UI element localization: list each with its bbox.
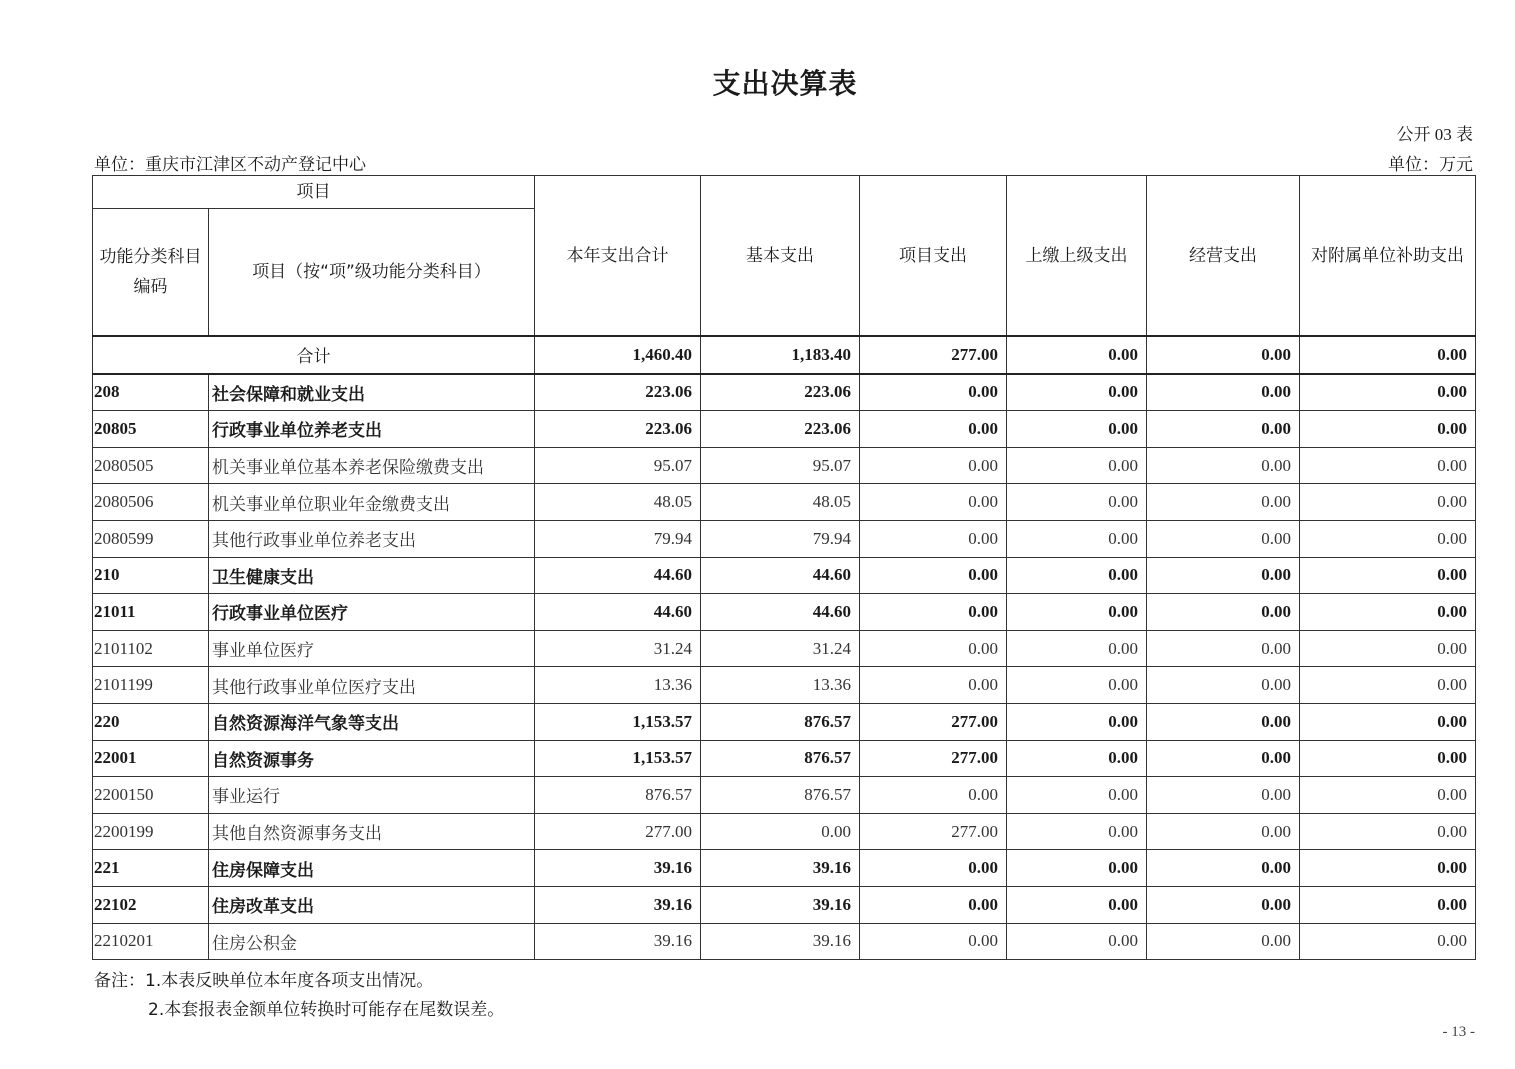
row-code: 2210201 [93, 923, 209, 960]
row-value: 0.00 [860, 484, 1007, 521]
row-value: 13.36 [535, 667, 701, 704]
row-value: 13.36 [701, 667, 860, 704]
row-value: 277.00 [860, 740, 1007, 777]
page-number: - 13 - [1442, 1024, 1475, 1040]
row-value: 0.00 [1147, 740, 1300, 777]
row-code: 2101102 [93, 630, 209, 667]
row-value: 44.60 [701, 594, 860, 631]
row-value: 0.00 [1300, 630, 1476, 667]
row-value: 0.00 [1007, 411, 1147, 448]
row-value: 0.00 [1007, 667, 1147, 704]
row-code: 2101199 [93, 667, 209, 704]
row-value: 0.00 [1007, 484, 1147, 521]
row-value: 0.00 [860, 594, 1007, 631]
row-value: 48.05 [701, 484, 860, 521]
row-value: 0.00 [1300, 374, 1476, 411]
row-value: 0.00 [860, 374, 1007, 411]
row-name: 行政事业单位医疗 [209, 594, 535, 631]
row-value: 0.00 [1147, 374, 1300, 411]
table-row [93, 630, 1476, 667]
row-value: 0.00 [1300, 703, 1476, 740]
money-unit: 单位：万元 [1388, 155, 1473, 174]
row-value: 0.00 [1300, 520, 1476, 557]
row-value: 0.00 [1300, 886, 1476, 923]
row-value: 0.00 [1300, 740, 1476, 777]
total-value: 277.00 [860, 336, 1007, 374]
total-value: 0.00 [1300, 336, 1476, 374]
row-value: 0.00 [1147, 630, 1300, 667]
row-value: 876.57 [535, 777, 701, 814]
table-row [93, 411, 1476, 448]
row-code: 2200150 [93, 777, 209, 814]
header-total: 本年支出合计 [535, 176, 701, 337]
row-name: 卫生健康支出 [209, 557, 535, 594]
row-code: 22001 [93, 740, 209, 777]
row-value: 0.00 [1147, 886, 1300, 923]
table-row [93, 777, 1476, 814]
table-row [93, 667, 1476, 704]
row-name: 事业运行 [209, 777, 535, 814]
row-code: 2200199 [93, 813, 209, 850]
total-value: 0.00 [1147, 336, 1300, 374]
row-code: 21011 [93, 594, 209, 631]
row-value: 0.00 [1147, 813, 1300, 850]
table-row [93, 374, 1476, 411]
row-value: 79.94 [701, 520, 860, 557]
row-name: 其他自然资源事务支出 [209, 813, 535, 850]
header-upper: 上缴上级支出 [1007, 176, 1147, 337]
row-name: 行政事业单位养老支出 [209, 411, 535, 448]
row-name: 自然资源事务 [209, 740, 535, 777]
row-value: 0.00 [1147, 520, 1300, 557]
row-value: 876.57 [701, 703, 860, 740]
row-value: 0.00 [860, 850, 1007, 887]
row-value: 0.00 [1147, 557, 1300, 594]
row-value: 0.00 [1300, 594, 1476, 631]
row-value: 0.00 [1007, 520, 1147, 557]
row-value: 0.00 [1147, 850, 1300, 887]
row-value: 44.60 [535, 557, 701, 594]
table-row [93, 557, 1476, 594]
row-value: 223.06 [701, 374, 860, 411]
row-value: 0.00 [1300, 447, 1476, 484]
expenditure-table [92, 175, 1476, 960]
row-value: 39.16 [701, 923, 860, 960]
row-value: 95.07 [535, 447, 701, 484]
row-value: 0.00 [1147, 703, 1300, 740]
header-item: 项目 [93, 176, 535, 209]
row-value: 0.00 [1147, 447, 1300, 484]
row-code: 22102 [93, 886, 209, 923]
row-value: 0.00 [1007, 740, 1147, 777]
row-value: 223.06 [701, 411, 860, 448]
row-value: 0.00 [1300, 923, 1476, 960]
row-value: 44.60 [535, 594, 701, 631]
row-value: 0.00 [1300, 557, 1476, 594]
row-value: 31.24 [701, 630, 860, 667]
row-value: 0.00 [1007, 923, 1147, 960]
row-value: 0.00 [1147, 411, 1300, 448]
row-value: 0.00 [1300, 850, 1476, 887]
row-value: 0.00 [1007, 630, 1147, 667]
row-code: 210 [93, 557, 209, 594]
total-row [93, 336, 1476, 374]
row-name: 事业单位医疗 [209, 630, 535, 667]
row-code: 2080599 [93, 520, 209, 557]
table-body [93, 336, 1476, 960]
row-value: 0.00 [1007, 813, 1147, 850]
row-value: 0.00 [1300, 484, 1476, 521]
row-value: 95.07 [701, 447, 860, 484]
row-value: 0.00 [860, 520, 1007, 557]
row-value: 0.00 [1300, 667, 1476, 704]
row-value: 0.00 [860, 667, 1007, 704]
row-value: 277.00 [860, 813, 1007, 850]
row-code: 2080505 [93, 447, 209, 484]
table-row [93, 740, 1476, 777]
row-value: 277.00 [535, 813, 701, 850]
row-value: 0.00 [860, 447, 1007, 484]
header-project: 项目支出 [860, 176, 1007, 337]
row-value: 39.16 [701, 886, 860, 923]
row-code: 20805 [93, 411, 209, 448]
row-value: 0.00 [1147, 667, 1300, 704]
total-label: 合计 [93, 336, 535, 374]
note-line-2: 2.本套报表金额单位转换时可能存在尾数误差。 [148, 1000, 505, 1020]
header-name: 项目（按“项”级功能分类科目） [209, 209, 535, 337]
row-name: 社会保障和就业支出 [209, 374, 535, 411]
row-value: 0.00 [860, 630, 1007, 667]
row-value: 48.05 [535, 484, 701, 521]
row-value: 0.00 [1007, 447, 1147, 484]
row-value: 0.00 [860, 886, 1007, 923]
row-value: 44.60 [701, 557, 860, 594]
row-value: 223.06 [535, 411, 701, 448]
row-name: 其他行政事业单位养老支出 [209, 520, 535, 557]
table-row [93, 813, 1476, 850]
row-value: 1,153.57 [535, 703, 701, 740]
row-value: 0.00 [1007, 703, 1147, 740]
row-value: 0.00 [1007, 374, 1147, 411]
row-value: 0.00 [860, 777, 1007, 814]
reporting-unit: 单位：重庆市江津区不动产登记中心 [94, 155, 366, 174]
row-code: 220 [93, 703, 209, 740]
row-value: 0.00 [860, 557, 1007, 594]
row-value: 79.94 [535, 520, 701, 557]
row-name: 住房改革支出 [209, 886, 535, 923]
row-value: 39.16 [535, 886, 701, 923]
header-basic: 基本支出 [701, 176, 860, 337]
header-subsidy: 对附属单位补助支出 [1300, 176, 1476, 337]
row-value: 0.00 [1007, 886, 1147, 923]
table-row [93, 703, 1476, 740]
row-name: 自然资源海洋气象等支出 [209, 703, 535, 740]
row-name: 机关事业单位职业年金缴费支出 [209, 484, 535, 521]
row-name: 住房公积金 [209, 923, 535, 960]
row-code: 2080506 [93, 484, 209, 521]
page-title: 支出决算表 [712, 67, 858, 100]
form-number: 公开 03 表 [1396, 125, 1473, 144]
table-row [93, 484, 1476, 521]
table-row [93, 923, 1476, 960]
table-row [93, 447, 1476, 484]
row-name: 住房保障支出 [209, 850, 535, 887]
row-value: 39.16 [701, 850, 860, 887]
row-value: 0.00 [1300, 411, 1476, 448]
row-value: 0.00 [860, 923, 1007, 960]
row-value: 0.00 [1007, 777, 1147, 814]
header-code: 功能分类科目编码 [93, 209, 209, 337]
row-value: 223.06 [535, 374, 701, 411]
row-name: 其他行政事业单位医疗支出 [209, 667, 535, 704]
total-value: 0.00 [1007, 336, 1147, 374]
table-row [93, 886, 1476, 923]
row-value: 0.00 [1300, 777, 1476, 814]
row-value: 39.16 [535, 923, 701, 960]
total-value: 1,460.40 [535, 336, 701, 374]
row-name: 机关事业单位基本养老保险缴费支出 [209, 447, 535, 484]
total-value: 1,183.40 [701, 336, 860, 374]
row-code: 208 [93, 374, 209, 411]
row-value: 0.00 [701, 813, 860, 850]
table-row [93, 594, 1476, 631]
row-value: 876.57 [701, 777, 860, 814]
table-row [93, 850, 1476, 887]
row-value: 0.00 [1300, 813, 1476, 850]
row-value: 0.00 [1147, 777, 1300, 814]
row-value: 39.16 [535, 850, 701, 887]
row-value: 0.00 [1007, 557, 1147, 594]
row-value: 0.00 [860, 411, 1007, 448]
header-business: 经营支出 [1147, 176, 1300, 337]
row-value: 0.00 [1147, 923, 1300, 960]
row-value: 0.00 [1007, 850, 1147, 887]
row-value: 31.24 [535, 630, 701, 667]
row-value: 1,153.57 [535, 740, 701, 777]
row-value: 0.00 [1147, 594, 1300, 631]
row-value: 0.00 [1007, 594, 1147, 631]
table-row [93, 520, 1476, 557]
note-line-1: 备注：1.本表反映单位本年度各项支出情况。 [94, 971, 434, 991]
row-value: 0.00 [1147, 484, 1300, 521]
row-value: 876.57 [701, 740, 860, 777]
row-code: 221 [93, 850, 209, 887]
row-value: 277.00 [860, 703, 1007, 740]
